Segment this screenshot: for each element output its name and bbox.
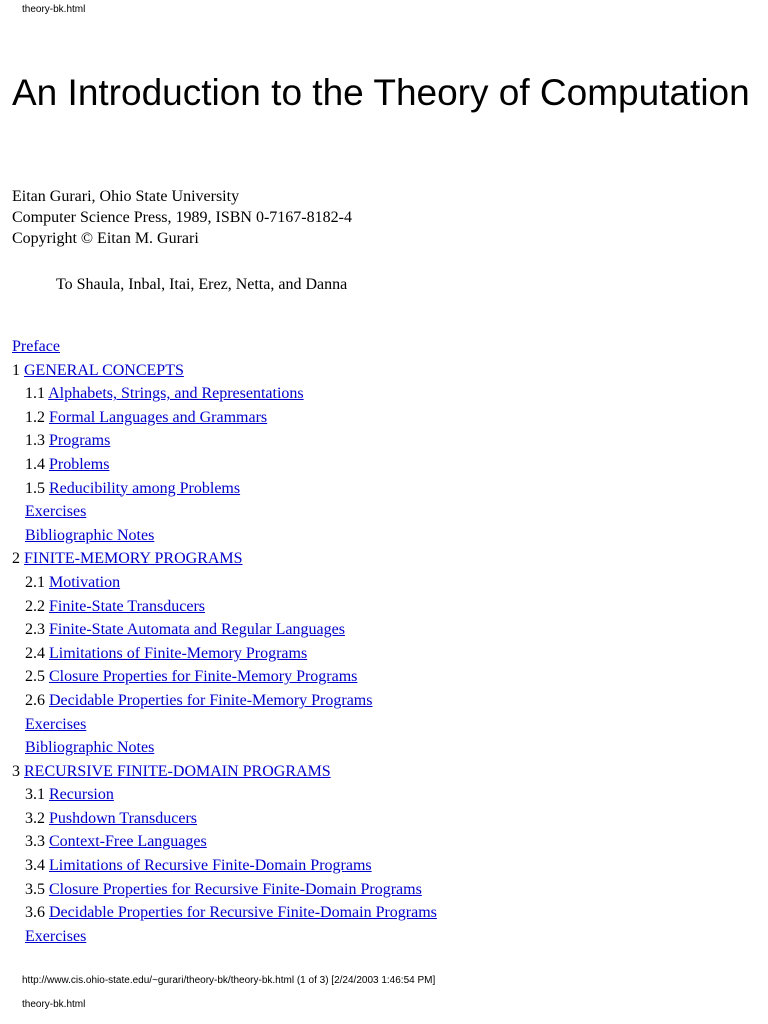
toc-link[interactable]: Limitations of Finite-Memory Programs — [49, 644, 308, 662]
page-header-filename: theory-bk.html — [22, 4, 86, 15]
toc-item — [12, 879, 437, 903]
toc-item-number: 3.5 — [25, 880, 45, 898]
toc-link[interactable]: Preface — [12, 338, 60, 355]
toc-item — [12, 902, 437, 926]
toc-link[interactable]: GENERAL CONCEPTS — [24, 361, 184, 379]
toc-item — [12, 926, 437, 950]
author-line: Eitan Gurari, Ohio State University — [12, 188, 240, 205]
toc-link[interactable]: Exercises — [25, 927, 87, 945]
toc-link[interactable]: Finite-State Automata and Regular Languages — [49, 621, 345, 639]
toc-item — [12, 454, 437, 478]
toc-item-number: 2 — [12, 550, 20, 568]
toc-link[interactable]: Recursion — [49, 786, 114, 804]
toc-link[interactable]: Bibliographic Notes — [25, 526, 155, 544]
toc-link[interactable]: FINITE-MEMORY PROGRAMS — [24, 550, 243, 568]
toc-link[interactable]: Alphabets, Strings, and Representations — [48, 385, 304, 403]
toc-link[interactable]: Exercises — [25, 503, 87, 521]
toc-item-number: 2.6 — [25, 691, 45, 709]
toc-item-number: 2.5 — [25, 668, 45, 686]
toc-item-number: 2.4 — [25, 644, 45, 662]
toc-item — [12, 572, 437, 596]
copyright-line: Copyright © Eitan M. Gurari — [12, 230, 199, 247]
toc-item-number: 1.1 — [25, 385, 45, 403]
toc-item-number: 1.4 — [25, 455, 45, 473]
toc-item-number: 3.2 — [25, 809, 45, 827]
toc-link[interactable]: Reducibility among Problems — [49, 479, 241, 497]
toc-link[interactable]: Formal Languages and Grammars — [49, 408, 268, 426]
toc-item-number: 3.3 — [25, 833, 45, 851]
toc-item-number: 1 — [12, 361, 20, 379]
toc-item-number: 3.4 — [25, 857, 45, 875]
toc-link[interactable]: Programs — [49, 432, 111, 450]
toc-link[interactable]: RECURSIVE FINITE-DOMAIN PROGRAMS — [24, 762, 331, 780]
toc-item — [12, 690, 437, 714]
toc-item — [12, 596, 437, 620]
toc-item-number: 3.1 — [25, 786, 45, 804]
page-title: An Introduction to the Theory of Computation — [12, 72, 750, 113]
toc-item — [12, 619, 437, 643]
footer-filename: theory-bk.html — [22, 999, 86, 1010]
toc-item-number: 2.3 — [25, 621, 45, 639]
toc-item — [12, 360, 437, 384]
toc-item-number: 1.3 — [25, 432, 45, 450]
toc-item-number: 3 — [12, 762, 20, 780]
toc-item — [12, 808, 437, 832]
toc-link[interactable]: Decidable Properties for Finite-Memory Programs — [49, 691, 373, 709]
toc-item — [12, 714, 437, 738]
toc-item — [12, 666, 437, 690]
table-of-contents — [12, 336, 437, 949]
toc-item — [12, 336, 437, 360]
toc-item — [12, 430, 437, 454]
toc-item — [12, 548, 437, 572]
toc-item-number: 2.2 — [25, 597, 45, 615]
dedication: To Shaula, Inbal, Itai, Erez, Netta, and Danna — [56, 276, 348, 293]
toc-item — [12, 525, 437, 549]
toc-item — [12, 501, 437, 525]
toc-item — [12, 407, 437, 431]
toc-item-number: 1.2 — [25, 408, 45, 426]
toc-item-number: 2.1 — [25, 573, 45, 591]
toc-item — [12, 784, 437, 808]
toc-link[interactable]: Motivation — [49, 573, 121, 591]
toc-link[interactable]: Closure Properties for Recursive Finite-Domain Programs — [49, 880, 422, 898]
toc-link[interactable]: Limitations of Recursive Finite-Domain Programs — [49, 857, 372, 875]
toc-link[interactable]: Pushdown Transducers — [49, 809, 198, 827]
toc-item — [12, 737, 437, 761]
toc-link[interactable]: Problems — [49, 455, 110, 473]
toc-link[interactable]: Finite-State Transducers — [49, 597, 205, 615]
toc-link[interactable]: Exercises — [25, 715, 87, 733]
toc-link[interactable]: Context-Free Languages — [49, 833, 207, 851]
toc-link[interactable]: Bibliographic Notes — [25, 739, 155, 757]
toc-item — [12, 761, 437, 785]
toc-item-number: 3.6 — [25, 904, 45, 922]
toc-link[interactable]: Decidable Properties for Recursive Finite-Domain Programs — [49, 904, 437, 922]
book-meta — [12, 186, 352, 249]
toc-item — [12, 383, 437, 407]
toc-item-number: 1.5 — [25, 479, 45, 497]
toc-link[interactable]: Closure Properties for Finite-Memory Programs — [49, 668, 358, 686]
toc-item — [12, 831, 437, 855]
toc-item — [12, 478, 437, 502]
toc-item — [12, 855, 437, 879]
publisher-line: Computer Science Press, 1989, ISBN 0-7167-8182-4 — [12, 209, 352, 226]
toc-item — [12, 643, 437, 667]
footer-url-line: http://www.cis.ohio-state.edu/~gurari/theory-bk/theory-bk.html (1 of 3) [2/24/2003 1:46:54 PM] — [22, 975, 436, 986]
